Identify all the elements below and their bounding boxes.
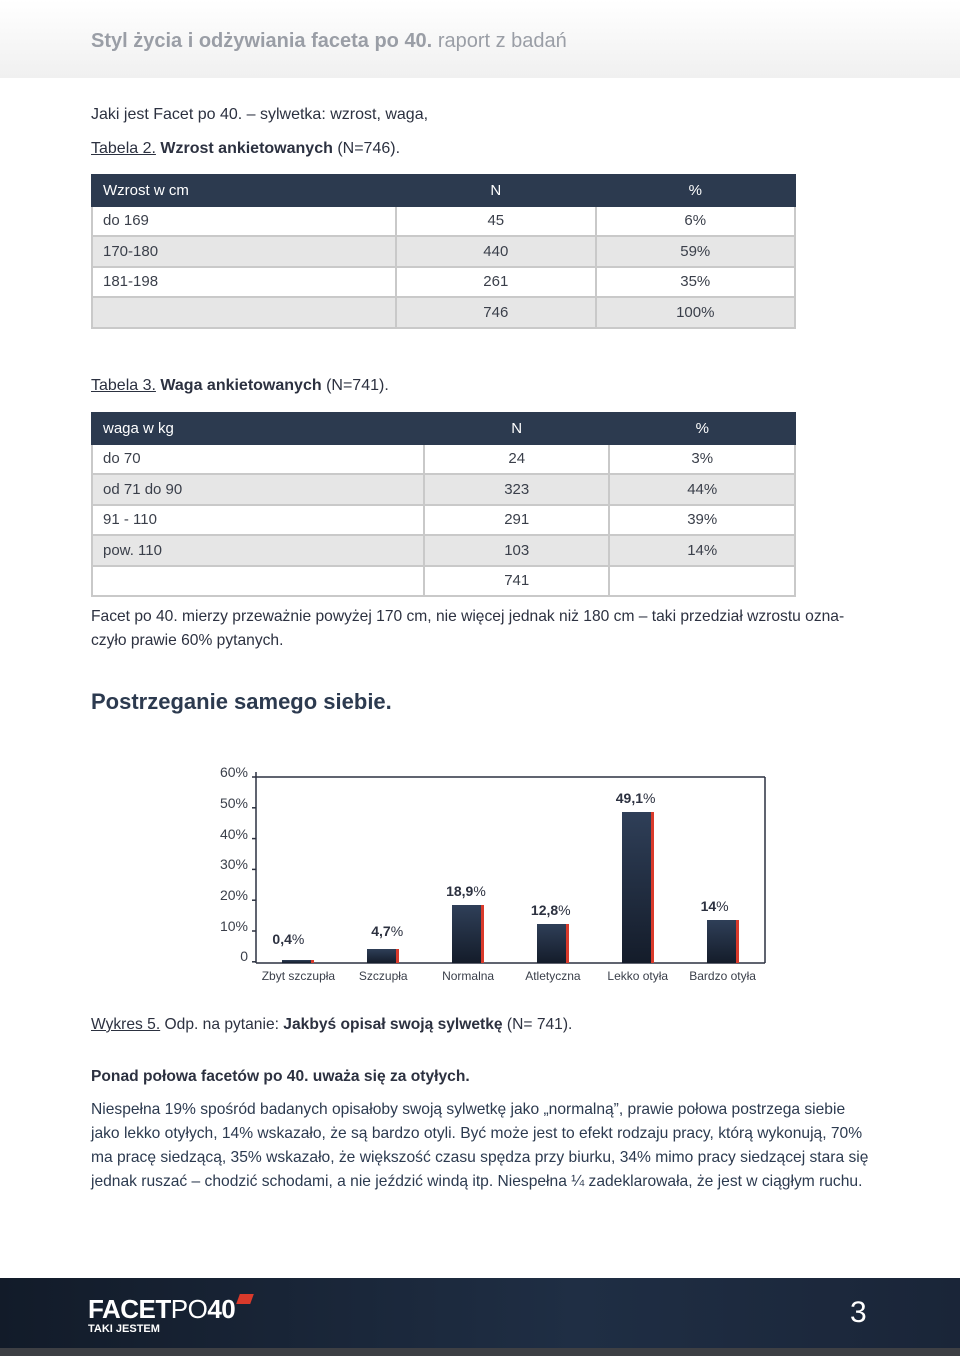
y-tick-label: 10%	[219, 918, 248, 934]
figure-caption: Wykres 5. Odp. na pytanie: Jakbyś opisał swoją sylwetkę (N= 741).	[91, 1016, 573, 1033]
page-header	[0, 0, 960, 78]
table-row	[92, 297, 795, 328]
table-cell: 291	[424, 505, 609, 536]
table-cell: 741	[424, 566, 609, 597]
table-cell: 91 - 110	[92, 505, 424, 536]
weight-table	[91, 412, 796, 597]
y-tick-label: 20%	[219, 887, 248, 903]
table-cell: 261	[396, 267, 595, 298]
chart-axes	[200, 755, 780, 995]
table-row	[92, 505, 795, 536]
table-row	[92, 474, 795, 505]
table-cell: 100%	[596, 297, 796, 328]
table-cell: 39%	[609, 505, 795, 536]
table-header: N	[424, 413, 609, 444]
footer-stripe	[0, 1348, 960, 1356]
conclusion-title: Ponad połowa facetów po 40. uważa się za otyłych.	[91, 1068, 470, 1085]
table-cell: 170-180	[92, 236, 396, 267]
table-cell: 24	[424, 444, 609, 475]
table-cell: 3%	[609, 444, 795, 475]
chart-bar	[707, 920, 739, 963]
table-cell: 746	[396, 297, 595, 328]
page-number: 3	[850, 1296, 867, 1329]
table-cell	[92, 297, 396, 328]
table-row	[92, 566, 795, 597]
table2-caption: Tabela 2. Wzrost ankietowanych (N=746).	[91, 140, 401, 157]
logo-tagline: TAKI JESTEM	[88, 1323, 160, 1335]
x-category-label: Szczupła	[358, 969, 408, 983]
table-cell: do 70	[92, 444, 424, 475]
table-cell: od 71 do 90	[92, 474, 424, 505]
paragraph-line: jednak ruszać – chodzić schodami, a nie jeździć windą itp. Niespełna ¼ zadeklarowała, że jest w ciągłym ruchu.	[91, 1173, 863, 1190]
summary-line-1: Facet po 40. mierzy przeważnie powyżej 170 cm, nie więcej jednak niż 180 cm – taki przedział wzrostu ozna-	[91, 608, 845, 625]
table-cell: 45	[396, 206, 595, 237]
table-cell	[609, 566, 795, 597]
table-cell: do 169	[92, 206, 396, 237]
data-label: 0,4%	[272, 931, 305, 947]
table-cell: pow. 110	[92, 535, 424, 566]
section-title: Postrzeganie samego siebie.	[91, 689, 392, 714]
document-title: Styl życia i odżywiania faceta po 40. raport z badań	[91, 30, 567, 52]
body-shape-chart	[200, 755, 780, 995]
table-cell: 181-198	[92, 267, 396, 298]
table-cell: 103	[424, 535, 609, 566]
chart-bar	[452, 905, 484, 963]
paragraph-line: Niespełna 19% spośród badanych opisałoby swoją sylwetkę jako „normalną”, prawie połowa postrzega siebie	[91, 1101, 846, 1118]
summary-line-2: czyło prawie 60% pytanych.	[91, 632, 284, 649]
conclusion-paragraph	[91, 1098, 881, 1194]
data-label: 4,7%	[371, 923, 404, 939]
table-row	[92, 236, 795, 267]
table-header: N	[396, 175, 595, 206]
table-cell: 14%	[609, 535, 795, 566]
x-category-label: Normalna	[442, 969, 495, 983]
table-header: Wzrost w cm	[92, 175, 396, 206]
data-label: 14%	[700, 897, 729, 914]
table-cell: 6%	[596, 206, 796, 237]
table-cell	[92, 566, 424, 597]
chart-bar	[367, 949, 399, 963]
chart-bar	[537, 924, 569, 963]
paragraph-line: jako lekko otyłych, 14% wskazało, że są bardzo otyli. Być może jest to efekt rodzaju pracy, którą wykonują, 70%	[91, 1125, 863, 1142]
table-header: waga w kg	[92, 413, 424, 444]
y-tick-label: 50%	[219, 795, 248, 811]
intro-text: Jaki jest Facet po 40. – sylwetka: wzrost, waga,	[91, 106, 429, 123]
chart-bar	[622, 812, 654, 963]
x-category-label: Lekko otyła	[607, 969, 669, 983]
facetpo40-logo: FACETPO40	[88, 1294, 236, 1324]
height-table	[91, 174, 796, 329]
chart-bar	[282, 960, 314, 963]
table-header: %	[596, 175, 796, 206]
table-cell: 440	[396, 236, 595, 267]
table3-caption: Tabela 3. Waga ankietowanych (N=741).	[91, 377, 389, 394]
x-category-label: Bardzo otyła	[689, 969, 756, 983]
table-header: %	[609, 413, 795, 444]
table-cell: 44%	[609, 474, 795, 505]
table-row	[92, 535, 795, 566]
table-cell: 35%	[596, 267, 796, 298]
y-tick-label: 30%	[219, 856, 248, 872]
logo-badge-icon	[236, 1294, 254, 1304]
data-label: 49,1%	[615, 789, 656, 806]
table-row	[92, 444, 795, 475]
table-row	[92, 267, 795, 298]
x-category-label: Atletyczna	[525, 969, 581, 983]
y-tick-label: 60%	[219, 764, 248, 780]
table-cell: 59%	[596, 236, 796, 267]
y-tick-label: 40%	[219, 826, 248, 842]
table-cell: 323	[424, 474, 609, 505]
data-label: 18,9%	[446, 882, 486, 899]
paragraph-line: ma pracę siedzącą, 35% wskazało, że większość czasu spędza przy biurku, 34% mimo pracy siedzącej stara się	[91, 1149, 869, 1166]
page-footer	[0, 1278, 960, 1356]
y-tick-label: 0	[240, 948, 248, 964]
x-category-label: Zbyt szczupła	[261, 969, 336, 983]
data-label: 12,8%	[530, 901, 571, 918]
table-row	[92, 206, 795, 237]
